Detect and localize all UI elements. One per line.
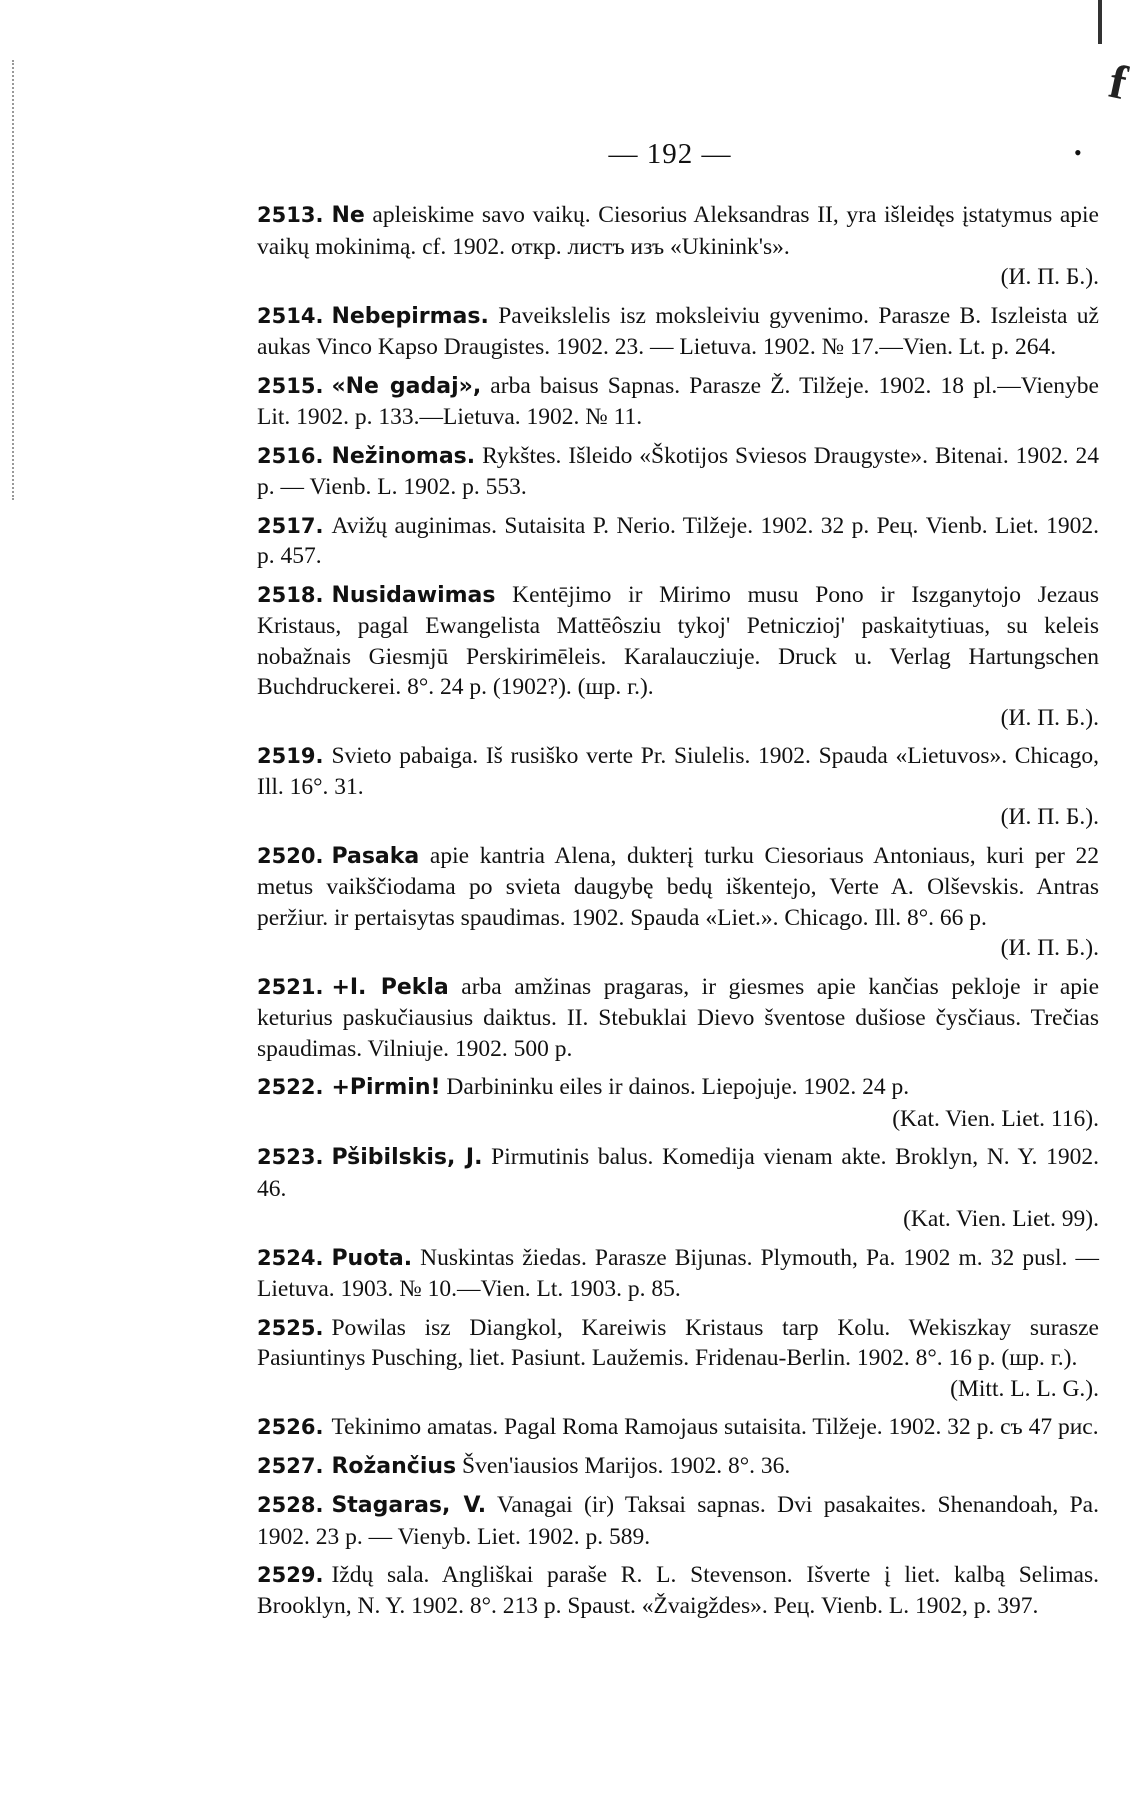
entry-reference: (И. П. Б.). [1000,804,1099,830]
bibliography-entry [257,1490,1099,1552]
entry-number: 2524. [257,1245,324,1270]
header-dot: • [1074,140,1082,165]
entry-body [257,1072,1099,1104]
page-number: — 192 — [608,138,732,170]
entry-number: 2514. [257,303,324,328]
entry-text: arba amžinas pragaras, ir giesmes apie kančias pekloje ir apie keturius paskučiausius daiktus. II. Stebuklai Dievo šventose dušiose čysčiaus. Trečias spaudimas. Vilniuje. 1902. 500 p. [257,973,1099,1062]
entry-text: arba baisus Sapnas. Parasze Ž. Tilžeje. 1902. 18 pl.—Vienybe Lit. 1902. p. 133.—Lietuva. 1902. № 11. [257,372,1099,430]
bibliography-entry [257,200,1099,293]
entry-number: 2522. [257,1075,324,1099]
bibliography-entry [257,972,1099,1065]
entry-text: Rykštes. Išleido «Škotijos Sviesos Draugyste». Bitenai. 1902. 24 p. — Vienb. L. 1902. p. 553. [257,442,1099,500]
entry-number: 2523. [257,1145,324,1169]
page-edge-tick [1098,0,1102,44]
entry-text: apie kantria Alena, dukterį turku Ciesoriaus Antoniaus, kuri per 22 metus vaikščiodama po svieta daugybę bedų iškentejo, Verte A. Olševskis. Antras peržiur. ir pertaisytas spaudimas. 1902. Spauda «Liet.». Chicago. Ill. 8°. 66 p. [257,842,1099,931]
bibliography-entry [257,841,1099,964]
entry-author: +Pirmin! [331,1075,441,1100]
bibliography-entry [257,1142,1099,1235]
bibliography-entry [257,1072,1099,1134]
entry-body [257,1451,1099,1483]
bibliography-entry [257,371,1099,433]
bibliography-entry [257,441,1099,503]
entry-author: Nusidawimas [331,582,496,608]
entry-number: 2515. [257,373,324,398]
entry-reference: (И. П. Б.). [1000,704,1099,731]
bibliography-entry [257,1313,1099,1405]
corner-mark: f [1104,54,1132,111]
bibliography-entry [257,1243,1099,1305]
entry-body [257,511,1099,572]
page-edge-dots [12,60,16,500]
entry-body [257,741,1099,802]
entry-body [257,1243,1099,1305]
entry-number: 2521. [257,974,324,999]
entry-text: Darbininku eiles ir dainos. Liepojuje. 1902. 24 p. [440,1074,910,1100]
bibliography-entry [257,1451,1099,1483]
entry-number: 2525. [257,1315,324,1340]
entry-number: 2529. [257,1563,324,1587]
entry-number: 2513. [257,203,324,227]
entry-body [257,1142,1099,1204]
entry-author: +I. Pekla [331,974,449,1000]
bibliography-entry [257,580,1099,734]
entry-body [257,200,1099,262]
entry-number: 2526. [257,1415,324,1439]
entry-number: 2516. [257,443,324,468]
entry-number: 2528. [257,1493,324,1517]
entry-text: Avižų auginimas. Sutaisita P. Nerio. Tilžeje. 1902. 32 p. Рец. Vienb. Liet. 1902. p. 457. [257,512,1099,569]
entry-text: Nuskintas žiedas. Parasze Bijunas. Plymouth, Pa. 1902 m. 32 pusl. — Lietuva. 1903. № 10.—Vien. Lt. 1903. p. 85. [257,1244,1099,1302]
entry-author: «Ne gadaj», [331,373,482,399]
bibliography-entry [257,1560,1099,1621]
entry-body [257,1313,1099,1374]
entry-reference: (И. П. Б.). [1000,935,1099,961]
entry-text: Paveikslelis isz moksleiviu gyvenimo. Parasze B. Iszleista už aukas Vinco Kapso Draugistes. 1902. 23. — Lietuva. 1902. № 17.—Vien. Lt. p. 264. [257,302,1099,360]
entry-author: Nebepirmas. [331,303,489,329]
entry-reference: (Kat. Vien. Liet. 116). [892,1105,1099,1132]
entry-author: Pšibilskis, J. [331,1145,483,1170]
entry-author: Ne [331,203,365,228]
entry-body [257,1412,1099,1443]
entry-text: Vanagai (ir) Taksai sapnas. Dvi pasakaites. Shenandoah, Pa. 1902. 23 p. — Vienyb. Liet. 1902. p. 589. [257,1492,1099,1550]
entry-author: Puota. [331,1245,413,1271]
bibliography-entry [257,301,1099,363]
entry-body [257,972,1099,1065]
entry-text: Šven'iausios Marijos. 1902. 8°. 36. [456,1452,791,1479]
entry-number: 2519. [257,744,324,768]
entry-number: 2520. [257,843,324,868]
entry-author: Pasaka [331,843,420,869]
entry-body [257,1560,1099,1621]
entry-body [257,301,1099,363]
entry-body [257,371,1099,433]
entry-text: apleiskime savo vaikų. Ciesorius Aleksandras II, yra išleidęs įstatymus apie vaikų mokinimą. cf. 1902. откр. листъ изъ «Ukinink's». [257,202,1099,260]
entry-number: 2518. [257,582,324,607]
entry-author: Stagaras, V. [331,1493,487,1518]
entry-reference: (Mitt. L. L. G.). [950,1375,1099,1402]
bibliography-entry [257,741,1099,833]
bibliography-list [257,200,1099,1629]
entry-reference: (Kat. Vien. Liet. 99). [903,1206,1099,1232]
entry-text: Kentējimo ir Mirimo musu Pono ir Iszganytojo Jezaus Kristaus, pagal Ewangelista Mattēôsziu tykoj' Petniczioj' paskaitytiuas, su keleis nobažnais Giesmjū Perskirimēleis. Karalaucziuje. Druck u. Verlag Hartungschen Buchdruckerei. 8°. 24 p. (1902?). (шр. г.). [257,581,1099,700]
entry-text: Pirmutinis balus. Komedija vienam akte. Broklyn, N. Y. 1902. 46. [257,1144,1099,1202]
entry-text: Iždų sala. Angliškai paraše R. L. Stevenson. Išverte į liet. kalbą Selimas. Brooklyn, N. Y. 1902. 8°. 213 p. Spaust. «Žvaigždes». Рец. Vienb. L. 1902, p. 397. [257,1562,1099,1619]
entry-body [257,1490,1099,1552]
entry-author: Nežinomas. [331,443,476,469]
entry-reference: (И. П. Б.). [1000,264,1099,290]
entry-number: 2527. [257,1453,324,1478]
bibliography-entry [257,511,1099,572]
entry-text: Svieto pabaiga. Iš rusiško verte Pr. Siulelis. 1902. Spauda «Lietuvos». Chicago, Ill. 16°. 31. [257,743,1099,800]
entry-number: 2517. [257,513,324,538]
entry-text: Tekinimo amatas. Pagal Roma Ramojaus sutaisita. Tilžeje. 1902. 32 p. съ 47 рис. [331,1414,1099,1440]
entry-text: Powilas isz Diangkol, Kareiwis Kristaus tarp Kolu. Wekiszkay surasze Pasiuntinys Pusching, liet. Pasiunt. Laužemis. Fridenau-Berlin. 1902. 8°. 16 p. (шр. г.). [257,1314,1099,1371]
entry-author: Rožančius [331,1453,457,1479]
entry-body [257,841,1099,934]
entry-body [257,580,1099,703]
bibliography-entry [257,1412,1099,1443]
entry-body [257,441,1099,503]
